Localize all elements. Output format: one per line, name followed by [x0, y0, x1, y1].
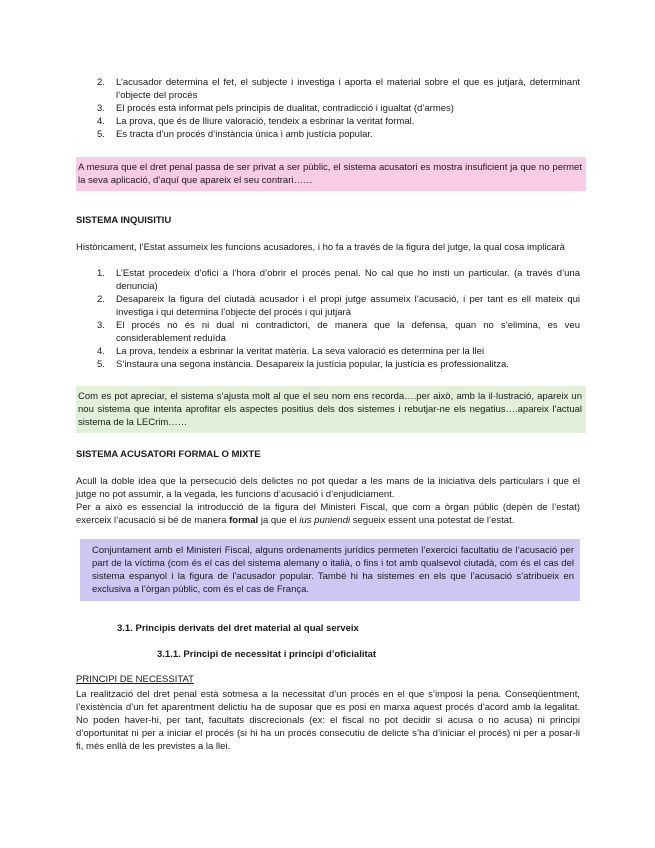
- list-item: 2. Desapareix la figura del ciutadà acusador i el propi jutge assumeix l’acusació, i per tant es ell mateix qui investiga i qui determina l’objecte del procés i qui jutjarà: [97, 294, 580, 318]
- section-heading-mixte: SISTEMA ACUSATORI FORMAL O MIXTE: [76, 449, 261, 460]
- pink-note-box: A mesura que el dret penal passa de ser privat a ser públic, el sistema acusatori es mostra insuficient ja que no permet la seva aplicació, d’aquí que apareix el seu contrari……: [76, 157, 586, 191]
- list-item: 5. Es tracta d’un procés d’instància única i amb justícia popular.: [97, 129, 373, 140]
- green-note-box: Com es pot apreciar, el sistema s’ajusta molt al que el seu nom ens recorda….per això, amb la il·lustració, apareix un nou sistema que intenta aprofitar els aspectes positius dels dos sistemes i rebutjar-ne els negatius….apareix l’actual sistema de la LECrim……: [76, 386, 586, 433]
- lilac-note-box: Conjuntament amb el Ministeri Fiscal, alguns ordenaments jurídics permeten l’exercici facultatiu de l’acusació per part de la víctima (com és el cas del sistema alemany o italià, o fins i tot amb qualsevol ciutadà, com és el cas del sistema espanyol i la figura de l’acusador popular. També hi ha sistemes en els que l’acusació s’atribueix en exclusiva a l’òrgan públic, com és el cas de França.: [80, 539, 580, 601]
- principle-body: La realització del dret penal està sotmesa a la necessitat d’un procés en el que s’imposi la pena. Conseqüentment, l’existència d’un fet aparentment delictiu ha de suposar que es posi en marxa aquest procés d’acord amb la legalitat. No poden haver-hi, per tant, facultats discrecionals (ex: el fiscal no pot decidir si acusa o no acusa) ni principi d’oportunitat ni per a iniciar el procés (si hi ha un procés consecutiu de delicte s’ha d’iniciar el procés) ni per a posar-li fi, més enllà de les previstes a la llei.: [76, 689, 580, 752]
- section-heading-inquisitiu: SISTEMA INQUISITIU: [76, 215, 172, 226]
- accusatory-features-list: [76, 76, 580, 141]
- list-item: 1. L’Estat procedeix d’ofici a l’hora d’obrir el procés penal. No cal que ho insti un particular. (a través d’una denuncia): [97, 268, 580, 292]
- inquisitiu-intro: Històricament, l’Estat assumeix les funcions acusadores, i ho fa a través de la figura del jutge, la qual cosa implicarà: [76, 242, 565, 253]
- mixte-paragraph: Acull la doble idea que la persecució dels delictes no pot quedar a les mans de la iniciativa dels particulars i que el jutge no pot assumir, a la vegada, les funcions d’acusació i d’enjudiciament. Per a això es essencial la introducció de la figura del Ministeri Fiscal, que com a òrgan públic (depèn de l’estat) exerceix l’acusació si bé de manera formal ja que el ius puniendi segueix essent una potestat de l’estat.: [76, 476, 580, 526]
- section-3-1-1-title: 3.1.1. Principi de necessitat i principi d’oficialitat: [157, 649, 377, 660]
- list-item: 4. La prova, que és de lliure valoració, tendeix a esbrinar la veritat formal.: [97, 116, 415, 127]
- principle-heading: PRINCIPI DE NECESSITAT: [76, 674, 194, 685]
- section-3-1-title: 3.1. Principis derivats del dret material al qual serveix: [117, 623, 359, 634]
- list-item: 5. S’instaura una segona instància. Desapareix la justícia popular, la justícia es professionalitza.: [97, 359, 509, 370]
- list-item: 2. L’acusador determina el fet, el subjecte i investiga i aporta el material sobre el que es jutjarà, determinant l’objecte del procés: [97, 77, 580, 101]
- list-item: 3. El procés no és ni dual ni contradictori, de manera que la defensa, quan no s’elimina, es veu considerablement reduïda: [97, 320, 580, 344]
- inquisitiu-features-list: [76, 267, 580, 371]
- list-item: 3. El procés està informat pels principis de dualitat, contradicció i igualtat (d’armes): [97, 103, 454, 114]
- list-item: 4. La prova, tendeix a esbrinar la veritat matèria. La seva valoració es determina per la llei: [97, 346, 485, 357]
